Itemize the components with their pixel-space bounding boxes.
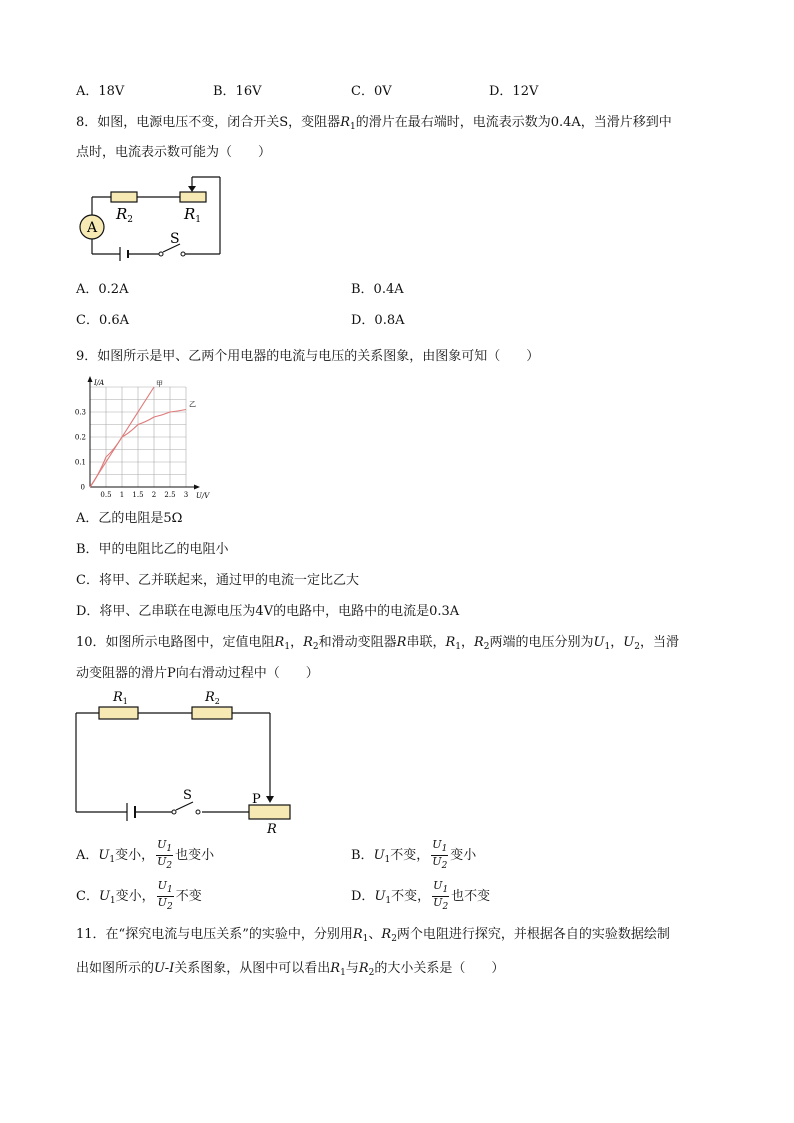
q8-circuit-diagram: [76, 172, 226, 266]
y-axis-label: I/A: [94, 379, 105, 387]
x-tick-label: 0.5: [100, 491, 112, 499]
y-tick-label: 0.2: [74, 433, 86, 442]
q7-option-b[interactable]: B．16V: [213, 84, 262, 99]
q8-stem-line2: 点时，电流表示数可能为（ ）: [76, 145, 272, 160]
q8-ammeter-label: A: [86, 220, 98, 236]
q10-r2-label: $R_2$: [205, 690, 220, 706]
q10-resistor-r1: [99, 707, 138, 719]
q10-switch-label: S: [183, 788, 192, 803]
q8-stem-line1: 8．如图，电源电压不变，闭合开关S，变阻器$R_1$的滑片在最右端时，电流表示数为0.4A，当滑片移到中: [76, 115, 672, 132]
q10-r1-label: $R_1$: [113, 690, 128, 706]
y-axis-arrow: [88, 376, 93, 382]
q9-option-b[interactable]: B．甲的电阻比乙的电阻小: [76, 542, 229, 557]
q10-option-a[interactable]: A．$U_1$变小， $\frac{U_1}{U_2}$ 也变小: [76, 838, 215, 871]
q10-fraction-u1-u2: $\frac{U_1}{U_2}$: [157, 879, 173, 912]
q8-option-b[interactable]: B．0.4A: [351, 282, 404, 297]
x-axis-arrow: [194, 485, 200, 490]
x-tick-label: 2: [151, 491, 157, 499]
q7-option-a[interactable]: A．18V: [76, 84, 125, 99]
q11-stem-line1: 11．在“探究电流与电压关系”的实验中，分别用$R_1$、$R_2$两个电阻进行探究，并根据各自的实验数据绘制: [76, 927, 670, 944]
x-tick-label: 1.5: [132, 491, 144, 499]
y-tick-label: 0.1: [74, 458, 86, 467]
origin-label: 0: [80, 483, 85, 492]
x-axis-label: U/V: [196, 492, 210, 500]
x-tick-label: 2.5: [164, 491, 176, 499]
q9-stem: 9．如图所示是甲、乙两个用电器的电流与电压的关系图象，由图象可知（ ）: [76, 349, 540, 364]
q10-fraction-u1-u2: $\frac{U_1}{U_2}$: [432, 838, 448, 871]
series-label-jia: 甲: [156, 380, 163, 388]
q9-option-a[interactable]: A．乙的电阻是5Ω: [76, 511, 183, 526]
series-label-yi: 乙: [189, 400, 196, 409]
q8-resistor-r2: [111, 192, 137, 202]
q9-iu-chart: [72, 374, 222, 504]
q10-rheostat-r: [249, 805, 290, 819]
q10-slider-arrow: [266, 796, 274, 803]
q10-rheostat-label: R: [267, 822, 277, 834]
q8-r1-label: $R_1$: [184, 205, 202, 225]
q10-option-b[interactable]: B．$U_1$不变， $\frac{U_1}{U_2}$ 变小: [351, 838, 477, 871]
q10-fraction-u1-u2: $\frac{U_1}{U_2}$: [157, 838, 173, 871]
q11-stem-line2: 出如图所示的U-I关系图象，从图中可以看出$R_1$与$R_2$的大小关系是（ ）: [76, 961, 505, 978]
q8-slider-arrow: [188, 186, 196, 192]
q8-option-d[interactable]: D．0.8A: [351, 313, 405, 328]
x-tick-label: 1: [119, 491, 125, 499]
q8-r2-label: $R_2$: [116, 205, 134, 225]
q10-stem-line2: 动变阻器的滑片P向右滑动过程中（ ）: [76, 666, 319, 681]
q9-option-c[interactable]: C．将甲、乙并联起来，通过甲的电流一定比乙大: [76, 573, 359, 588]
q10-circuit-diagram: [74, 684, 294, 834]
x-tick-label: 3: [183, 491, 189, 499]
q8-option-c[interactable]: C．0.6A: [76, 313, 130, 328]
q7-option-c[interactable]: C．0V: [351, 84, 392, 99]
q10-resistor-r2: [192, 707, 232, 719]
q10-option-d[interactable]: D．$U_1$不变， $\frac{U_1}{U_2}$ 也不变: [351, 879, 491, 912]
q10-stem-line1: 10．如图所示电路图中，定值电阻$R_1$，$R_2$和滑动变阻器R串联，$R_1$，$R_2$两端的电压分别为$U_1$，$U_2$，当滑: [76, 635, 679, 652]
q8-resistor-r1: [180, 192, 206, 202]
y-tick-label: 0.3: [74, 408, 86, 417]
q10-option-c[interactable]: C．$U_1$变小， $\frac{U_1}{U_2}$ 不变: [76, 879, 202, 912]
q8-option-a[interactable]: A．0.2A: [76, 282, 129, 297]
q10-fraction-u1-u2: $\frac{U_1}{U_2}$: [433, 879, 449, 912]
q7-option-d[interactable]: D．12V: [489, 84, 539, 99]
q9-option-d[interactable]: D．将甲、乙串联在电源电压为4V的电路中，电路中的电流是0.3A: [76, 604, 460, 619]
q10-slider-label: P: [252, 792, 261, 807]
q8-switch-label: S: [170, 231, 180, 247]
